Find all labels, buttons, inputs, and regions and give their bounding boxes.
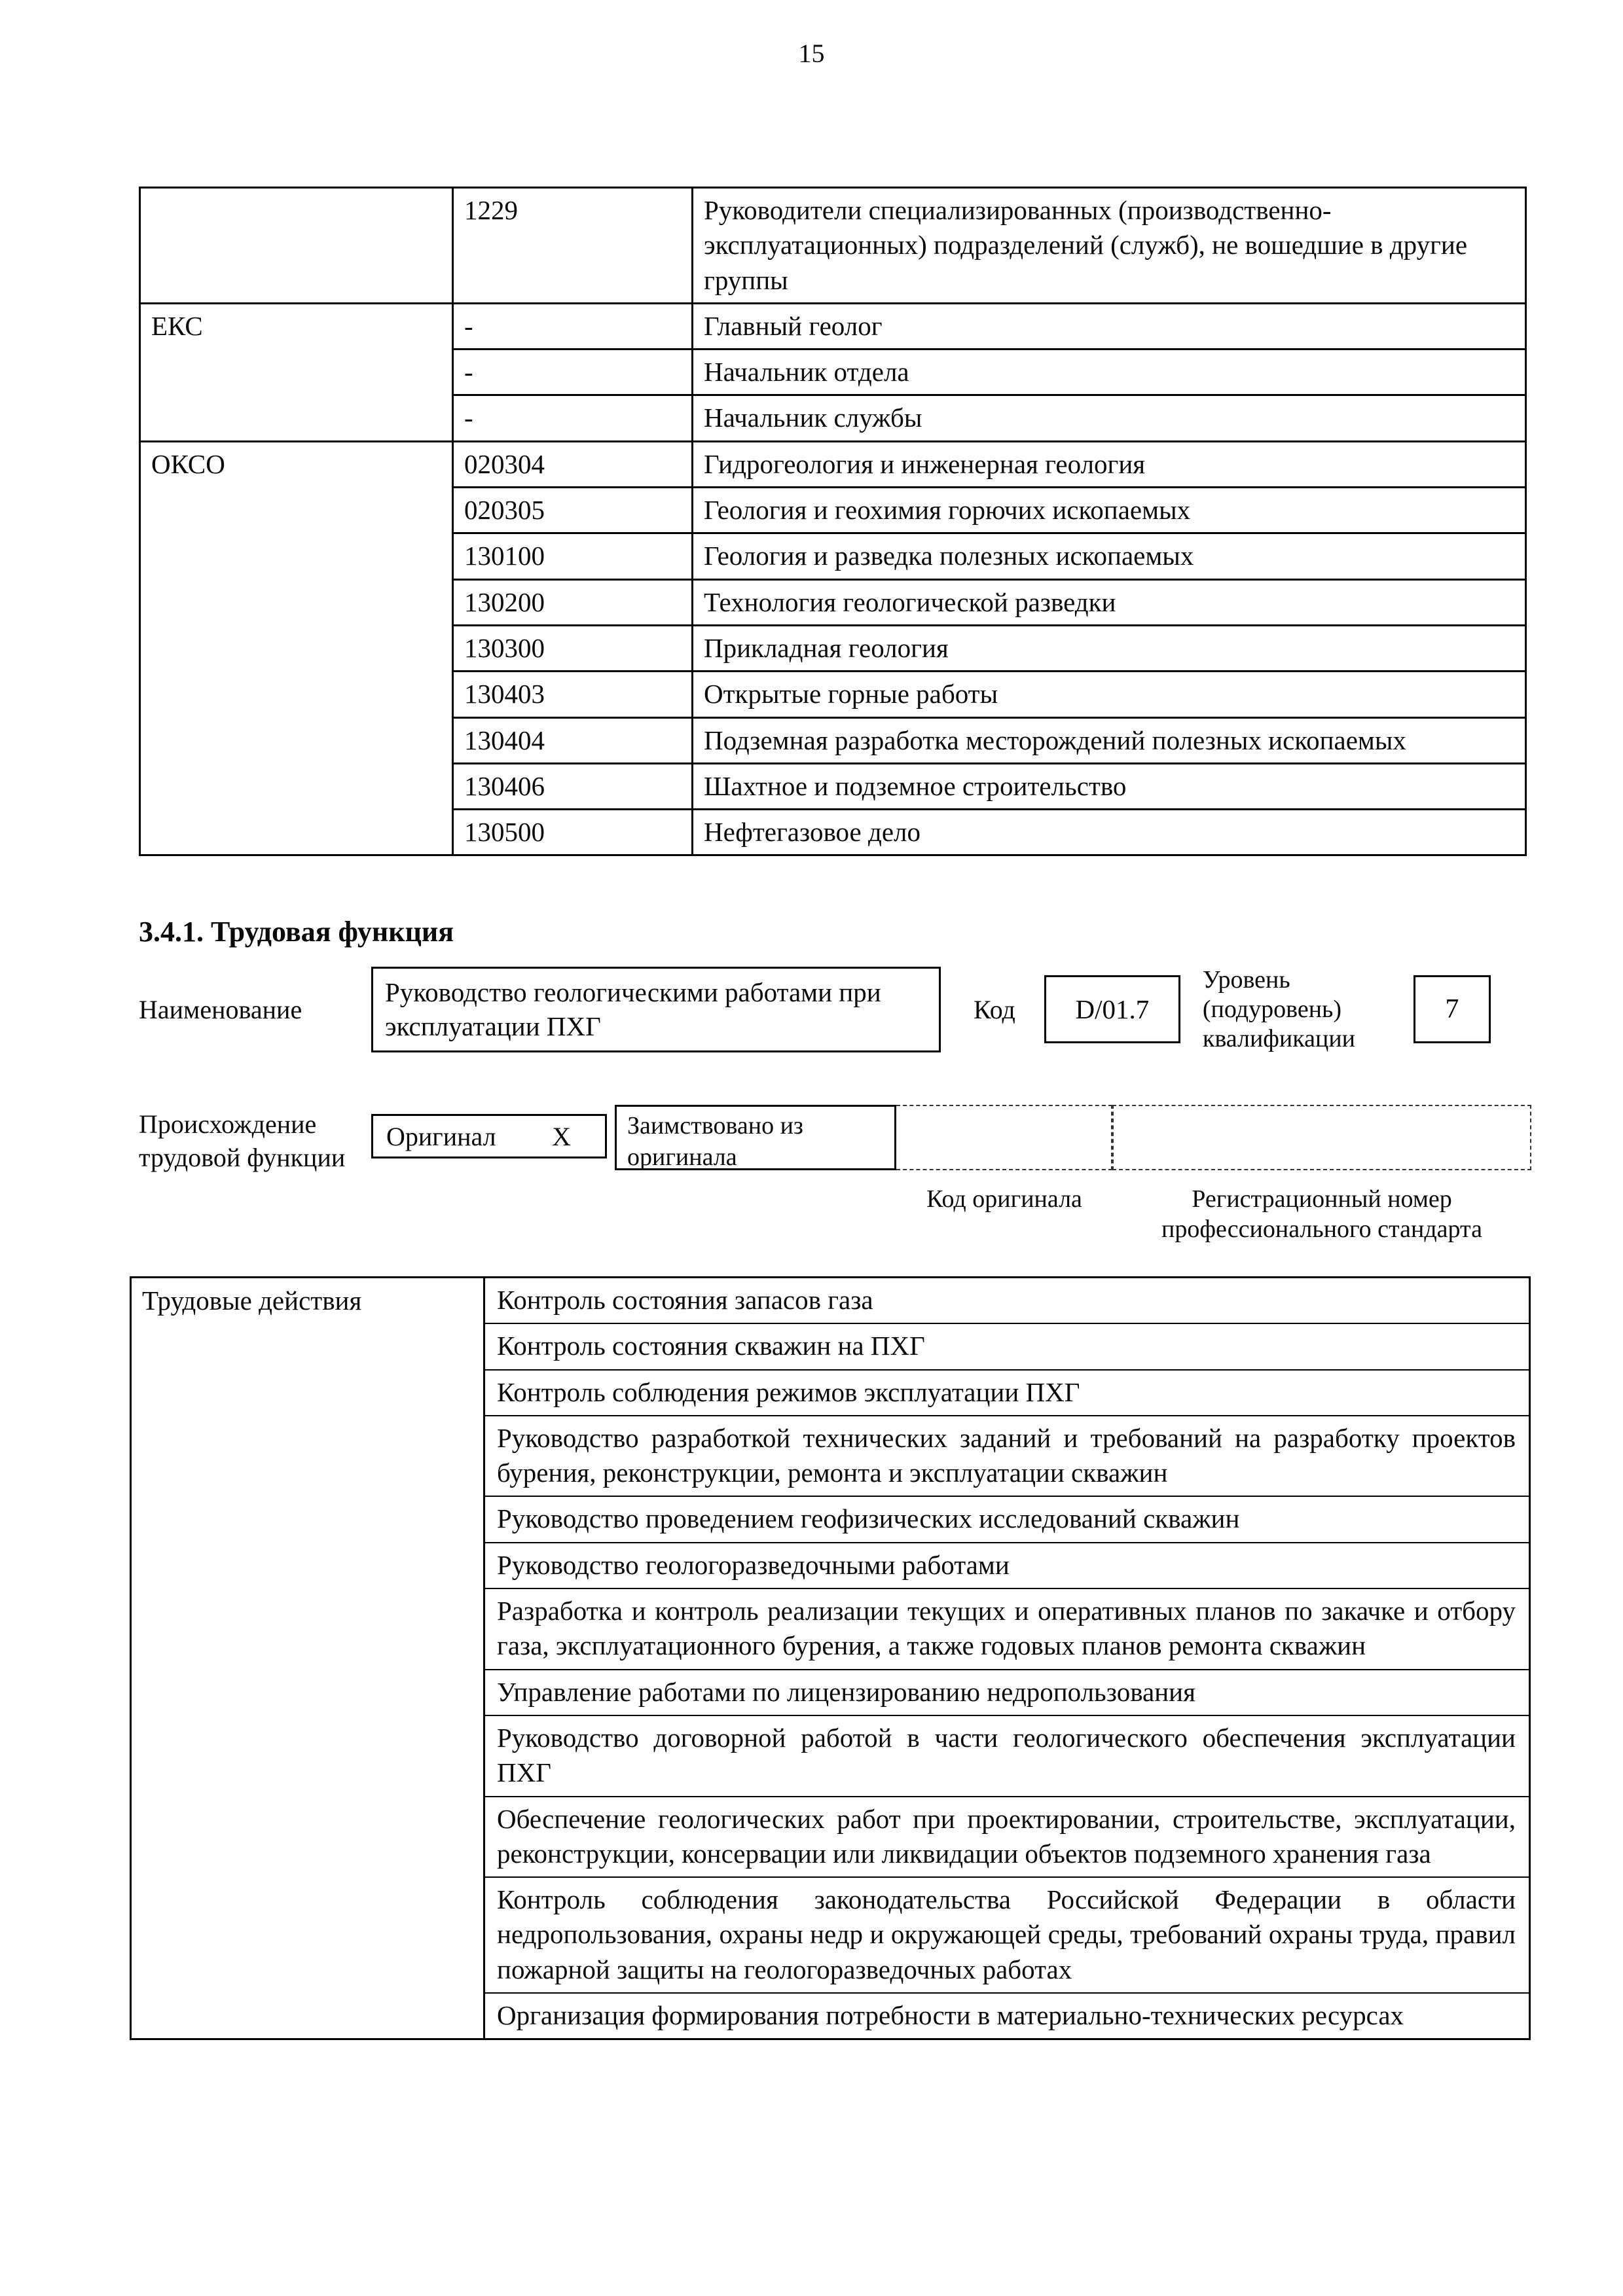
- classifier-code-cell: -: [453, 350, 693, 395]
- classifier-code-cell: 130403: [453, 672, 693, 717]
- function-code-box: D/01.7: [1044, 975, 1180, 1043]
- classifier-code-cell: 1229: [453, 188, 693, 304]
- qualification-level-box: 7: [1413, 975, 1491, 1043]
- classifier-text-cell: Открытые горные работы: [693, 672, 1526, 717]
- classifier-code-cell: 020304: [453, 441, 693, 487]
- classifier-code-cell: 130300: [453, 625, 693, 671]
- table-row: [140, 188, 1526, 304]
- classifier-text-cell: Геология и разведка полезных ископаемых: [693, 533, 1526, 579]
- table-row: [140, 441, 1526, 487]
- classifier-code-cell: 130406: [453, 763, 693, 809]
- origin-code-box: [896, 1105, 1112, 1170]
- table-row: [140, 303, 1526, 349]
- classification-table: [139, 187, 1527, 856]
- qualification-level-label: Уровень (подуровень) квалификации: [1202, 966, 1356, 1052]
- labor-action-row: Руководство проведением геофизических исследований скважин: [485, 1497, 1529, 1543]
- labor-actions-table: [130, 1276, 1531, 2040]
- labor-action-row: Обеспечение геологических работ при проектировании, строительстве, эксплуатации, реконструкции, консервации или ликвидации объектов подземного хранения газа: [485, 1797, 1529, 1878]
- classifier-text-cell: Шахтное и подземное строительство: [693, 763, 1526, 809]
- classifier-name-cell: ОКСО: [140, 441, 453, 855]
- origin-reg-number-label: Регистрационный номер профессионального стандарта: [1161, 1185, 1482, 1243]
- classifier-text-cell: Геология и геохимия горючих ископаемых: [693, 488, 1526, 533]
- classifier-text-cell: Начальник службы: [693, 395, 1526, 441]
- classifier-text-cell: Технология геологической разведки: [693, 579, 1526, 625]
- classifier-code-cell: 130500: [453, 810, 693, 855]
- labor-action-row: Контроль состояния скважин на ПХГ: [485, 1324, 1529, 1370]
- labor-action-row: Контроль состояния запасов газа: [485, 1278, 1529, 1324]
- labor-action-row: Руководство геологоразведочными работами: [485, 1543, 1529, 1589]
- classifier-code-cell: 130200: [453, 579, 693, 625]
- function-name-label: Наименование: [139, 994, 302, 1024]
- origin-reg-number-box: [1112, 1105, 1531, 1170]
- labor-action-row: Разработка и контроль реализации текущих и оперативных планов по закачке и отбору газа, эксплуатационного бурения, а также годовых планов ремонта скважин: [485, 1589, 1529, 1670]
- origin-original-label: Оригинал: [386, 1121, 496, 1151]
- classifier-text-cell: Подземная разработка месторождений полезных ископаемых: [693, 717, 1526, 763]
- origin-borrowed-box: Заимствовано из оригинала: [615, 1105, 896, 1170]
- classifier-name-cell: [140, 188, 453, 304]
- labor-action-row: Руководство разработкой технических заданий и требований на разработку проектов бурения, реконструкции, ремонта и эксплуатации скважин: [485, 1416, 1529, 1498]
- classifier-text-cell: Руководители специализированных (производственно-эксплуатационных) подразделений (служб), не вошедшие в другие группы: [693, 188, 1526, 304]
- origin-row: [139, 1105, 1540, 1174]
- classifier-text-cell: Прикладная геология: [693, 625, 1526, 671]
- classifier-name-cell: ЕКС: [140, 303, 453, 441]
- origin-original-box: [371, 1114, 607, 1158]
- classifier-code-cell: -: [453, 303, 693, 349]
- labor-action-row: Управление работами по лицензированию недропользования: [485, 1670, 1529, 1716]
- classifier-text-cell: Нефтегазовое дело: [693, 810, 1526, 855]
- origin-label: Происхождение трудовой функции: [139, 1109, 346, 1173]
- function-name-row: [139, 965, 1540, 1053]
- classifier-text-cell: Гидрогеология и инженерная геология: [693, 441, 1526, 487]
- classifier-code-cell: 020305: [453, 488, 693, 533]
- function-name-box: Руководство геологическими работами при эксплуатации ПХГ: [371, 967, 941, 1052]
- classifier-code-cell: 130404: [453, 717, 693, 763]
- classifier-code-cell: -: [453, 395, 693, 441]
- page-number: 15: [798, 39, 825, 68]
- origin-code-label: Код оригинала: [926, 1185, 1082, 1213]
- labor-action-row: Руководство договорной работой в части геологического обеспечения эксплуатации ПХГ: [485, 1716, 1529, 1797]
- labor-action-row: Организация формирования потребности в материально-технических ресурсах: [497, 2000, 1404, 2031]
- function-code-label: Код: [974, 994, 1015, 1024]
- origin-sub-spacer: [139, 1182, 896, 1244]
- labor-action-row: Контроль соблюдения режимов эксплуатации ПХГ: [485, 1371, 1529, 1416]
- classifier-text-cell: Начальник отдела: [693, 350, 1526, 395]
- labor-actions-header: Трудовые действия: [132, 1278, 485, 2038]
- origin-original-mark: X: [552, 1121, 571, 1151]
- section-heading: 3.4.1. Трудовая функция: [139, 916, 454, 948]
- classifier-text-cell: Главный геолог: [693, 303, 1526, 349]
- origin-sub-labels: [139, 1182, 1540, 1244]
- labor-action-row: Контроль соблюдения законодательства Российской Федерации в области недропользования, охраны недр и окружающей среды, требований охраны труда, правил пожарной защиты на геологоразведочных работах: [485, 1878, 1529, 1994]
- classifier-code-cell: 130100: [453, 533, 693, 579]
- labor-actions-list: [485, 1278, 1529, 2038]
